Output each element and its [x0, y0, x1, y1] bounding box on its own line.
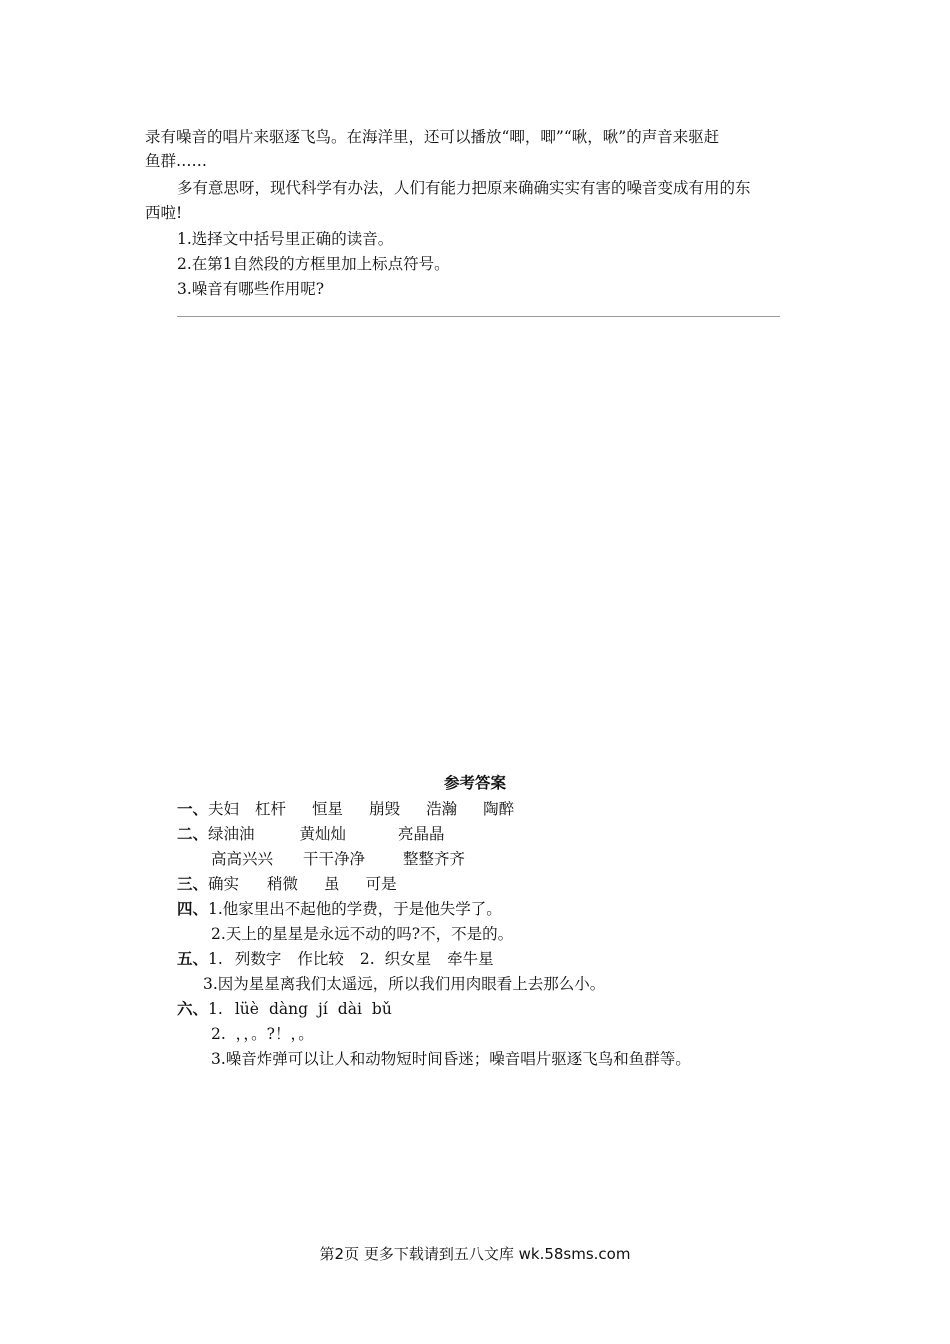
pinyin-answer: dài — [337, 1000, 362, 1018]
answer-item: 陶醉 — [483, 800, 515, 818]
answer-section-4 — [177, 899, 502, 919]
question-item: 3.噪音有哪些作用呢? — [177, 280, 325, 298]
answer-item: 列数字 — [234, 950, 282, 968]
answer-item: 恒星 — [312, 800, 344, 818]
question-item: 1.选择文中括号里正确的读音。 — [177, 230, 394, 248]
answer-item: 绿油油 — [208, 825, 255, 843]
answer-text: 3.因为星星离我们太遥远，所以我们用肉眼看上去那么小。 — [203, 975, 606, 993]
answer-item: 黄灿灿 — [299, 825, 347, 843]
answer-text: 1.他家里出不起他的学费，于是他失学了。 — [208, 900, 502, 918]
answer-number: 1. — [208, 950, 223, 968]
answer-item: 夫妇 — [208, 800, 240, 818]
section-number: 六、 — [177, 1000, 209, 1018]
answer-item: 浩瀚 — [426, 800, 458, 818]
answer-number: 1. — [208, 1000, 223, 1018]
answer-item: 杠杆 — [255, 800, 287, 818]
answer-item: 虽 — [324, 875, 340, 893]
answer-item: 干干净净 — [303, 850, 366, 868]
answer-section-2 — [177, 824, 445, 844]
page-footer: 第2页 更多下载请到五八文库 wk.58sms.com — [319, 1245, 631, 1263]
answer-item: 高高兴兴 — [211, 850, 274, 868]
passage-line: 多有意思呀，现代科学有办法，人们有能力把原来确确实实有害的噪音变成有用的东 — [177, 179, 751, 197]
section-number: 三、 — [177, 875, 209, 893]
section-number: 二、 — [177, 825, 209, 843]
answer-section-2-row2 — [211, 849, 465, 869]
answer-item: 可是 — [365, 875, 397, 893]
answer-item: 稍微 — [267, 875, 299, 893]
answer-number: 2. — [359, 950, 375, 968]
answer-section-3 — [177, 874, 397, 894]
answer-section-1 — [177, 799, 514, 819]
pinyin-answer: lüè — [234, 1000, 259, 1018]
answer-line — [177, 316, 780, 317]
answer-section-6 — [177, 999, 392, 1019]
answer-text: 2. ，，。?！，。 — [211, 1025, 314, 1043]
passage-line: 西啦! — [145, 204, 183, 222]
answer-item: 整整齐齐 — [403, 850, 466, 868]
passage-line: 录有噪音的唱片来驱逐飞鸟。在海洋里，还可以播放“唧，唧”“啾，啾”的声音来驱赶 — [145, 128, 720, 146]
question-item: 2.在第1自然段的方框里加上标点符号。 — [177, 255, 450, 273]
section-number: 一、 — [177, 800, 209, 818]
answer-item: 作比较 — [297, 950, 344, 968]
answers-title: 参考答案 — [443, 774, 506, 792]
section-number: 五、 — [177, 950, 209, 968]
answer-section-5 — [177, 949, 494, 969]
answer-item: 亮晶晶 — [398, 825, 445, 843]
answer-item: 牵牛星 — [447, 950, 494, 968]
section-number: 四、 — [177, 900, 209, 918]
pinyin-answer: bǔ — [371, 1000, 392, 1018]
pinyin-answer: jí — [318, 1000, 328, 1018]
passage-line: 鱼群…… — [145, 152, 208, 170]
answer-text: 2.天上的星星是永远不动的吗?不，不是的。 — [211, 925, 514, 943]
answer-item: 崩毁 — [369, 800, 401, 818]
answer-item: 织女星 — [384, 950, 432, 968]
pinyin-answer: dàng — [268, 1000, 309, 1018]
answer-text: 3.噪音炸弹可以让人和动物短时间昏迷；噪音唱片驱逐飞鸟和鱼群等。 — [211, 1050, 691, 1068]
answer-item: 确实 — [208, 875, 240, 893]
